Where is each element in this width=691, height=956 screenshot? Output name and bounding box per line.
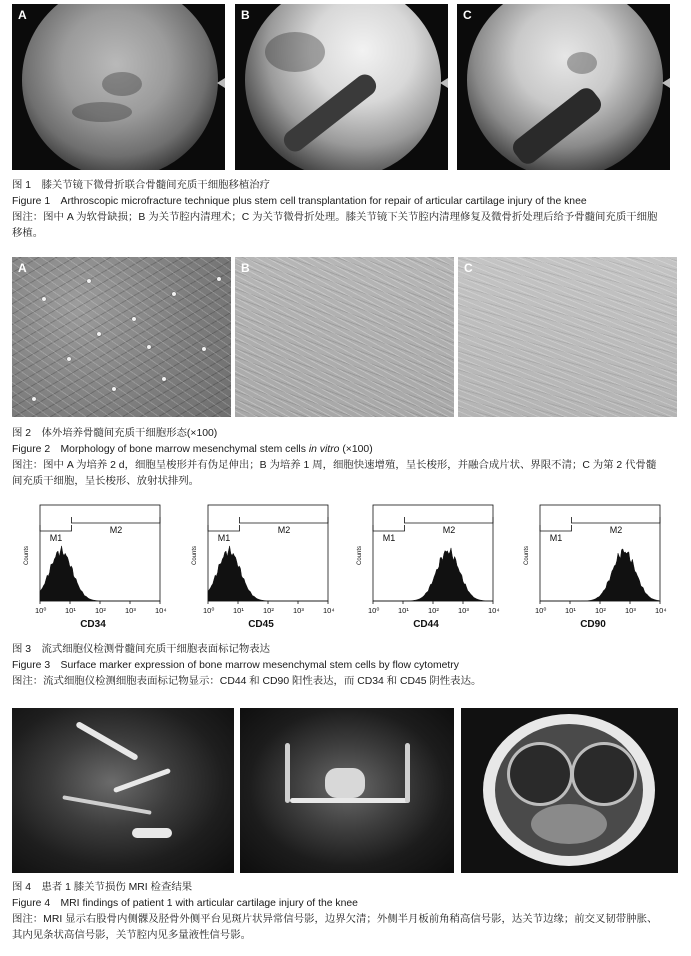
figure2-panel-c-cell-image — [458, 257, 677, 417]
figure2-title-cn: 图 2 体外培养骨髓间充质干细胞形态(×100) — [12, 428, 218, 439]
x-tick-label: 10⁴ — [655, 606, 667, 615]
gate-m2-marker — [572, 517, 661, 523]
x-tick-label: 10⁰ — [535, 606, 547, 615]
histogram-distribution — [208, 546, 328, 601]
figure1-title-en: Figure 1 Arthroscopic microfracture technique plus stem cell transplantation for repair of articular cartilage injury of the knee — [12, 196, 587, 207]
figure2-panel-a-cell-image — [12, 257, 231, 417]
arthroscopic-view — [467, 4, 663, 170]
gate-m2-label: M2 — [277, 525, 291, 535]
gate-m1-marker — [540, 525, 572, 531]
histogram-plot — [186, 497, 336, 619]
figure4-note-line1: 图注：MRI 显示右股骨内侧髁及胫骨外侧平台见斑片状异常信号影，边界欠清；外侧半月板前角稍高信号影，达关节边缘；前交叉韧带肿胀、 — [12, 914, 658, 925]
gate-m1-label: M1 — [217, 533, 231, 543]
figure1-caption — [12, 178, 680, 242]
figure3-title-cn: 图 3 流式细胞仪检测骨髓间充质干细胞表面标记物表达 — [12, 644, 271, 655]
x-tick-label: 10⁰ — [203, 606, 215, 615]
flow-histogram-cd34 — [18, 497, 168, 637]
x-tick-label: 10¹ — [233, 606, 244, 615]
x-tick-label: 10³ — [625, 606, 636, 615]
y-axis-label: Counts — [24, 545, 30, 565]
histogram-marker-label: CD34 — [80, 619, 106, 630]
x-tick-label: 10¹ — [565, 606, 576, 615]
histogram-distribution — [540, 549, 660, 601]
histogram-marker-label: CD45 — [248, 619, 274, 630]
figure4-title-cn: 图 4 患者 1 膝关节损伤 MRI 检查结果 — [12, 882, 193, 893]
figure2-note-line1: 图注：图中 A 为培养 2 d，细胞呈梭形并有伪足伸出；B 为培养 1 周，细胞快速增殖，呈长梭形，并融合成片状、界限不清；C 为第 2 代骨髓 — [12, 460, 657, 471]
y-axis-label: Counts — [524, 545, 530, 565]
x-tick-label: 10⁴ — [323, 606, 335, 615]
panel-label: B — [241, 261, 250, 275]
panel-label: A — [18, 261, 27, 275]
histogram-distribution — [373, 548, 493, 601]
x-tick-label: 10² — [428, 606, 439, 615]
panel-label: C — [464, 261, 473, 275]
figure4-mri-sagittal-image — [12, 708, 234, 873]
flow-histogram-cd90 — [518, 497, 668, 637]
figure1-note-line1: 图注：图中 A 为软骨缺损；B 为关节腔内清理术；C 为关节微骨折处理。膝关节镜下关节腔内清理修复及微骨折处理后给予骨髓间充质干细胞 — [12, 212, 658, 223]
x-tick-label: 10² — [595, 606, 606, 615]
figure4-caption — [12, 880, 680, 944]
panel-label: A — [18, 8, 27, 22]
histogram-marker-label: CD90 — [580, 619, 606, 630]
gate-m2-label: M2 — [109, 525, 123, 535]
gate-m1-marker — [40, 525, 72, 531]
histogram-plot — [18, 497, 168, 619]
figure3-title-en: Figure 3 Surface marker expression of bone marrow mesenchymal stem cells by flow cytometry — [12, 660, 459, 671]
x-tick-label: 10² — [263, 606, 274, 615]
flow-histogram-cd44 — [351, 497, 501, 637]
gate-m2-marker — [240, 517, 329, 523]
histogram-marker-label: CD44 — [413, 619, 439, 630]
x-tick-label: 10¹ — [65, 606, 76, 615]
gate-m1-label: M1 — [49, 533, 63, 543]
figure1-title-cn: 图 1 膝关节镜下微骨折联合骨髓间充质干细胞移植治疗 — [12, 180, 271, 191]
figure2-caption — [12, 426, 680, 490]
x-tick-label: 10⁰ — [35, 606, 47, 615]
gate-m2-marker — [405, 517, 494, 523]
x-tick-label: 10³ — [125, 606, 136, 615]
arthroscopic-view — [245, 4, 441, 170]
x-tick-label: 10⁴ — [155, 606, 167, 615]
gate-m1-marker — [208, 525, 240, 531]
histogram-plot — [518, 497, 668, 619]
gate-m2-label: M2 — [609, 525, 623, 535]
panel-label: B — [241, 8, 250, 22]
gate-m1-marker — [373, 525, 405, 531]
gate-m1-label: M1 — [549, 533, 563, 543]
figure1-panel-a-arthroscopy-image — [12, 4, 225, 170]
figure1-panel-c-arthroscopy-image — [457, 4, 670, 170]
x-tick-label: 10⁰ — [368, 606, 380, 615]
x-tick-label: 10³ — [458, 606, 469, 615]
histogram-plot — [351, 497, 501, 619]
x-tick-label: 10⁴ — [488, 606, 500, 615]
figure2-title-en: Figure 2 Morphology of bone marrow mesenchymal stem cells in vitro (×100) — [12, 444, 373, 455]
figure1-note-line2: 移植。 — [12, 228, 44, 239]
x-tick-label: 10³ — [293, 606, 304, 615]
histogram-distribution — [40, 546, 160, 601]
figure4-title-en: Figure 4 MRI findings of patient 1 with articular cartilage injury of the knee — [12, 898, 358, 909]
figure2-note-line2: 间充质干细胞，呈长梭形、放射状排列。 — [12, 476, 200, 487]
figure4-mri-axial-image — [461, 708, 678, 873]
figure3-note: 图注：流式细胞仪检测细胞表面标记物显示：CD44 和 CD90 阳性表达，而 CD34 和 CD45 阴性表达。 — [12, 676, 482, 687]
panel-label: C — [463, 8, 472, 22]
figure4-mri-coronal-image — [240, 708, 454, 873]
y-axis-label: Counts — [357, 545, 363, 565]
gate-m2-label: M2 — [442, 525, 456, 535]
figure2-panel-b-cell-image — [235, 257, 454, 417]
figure1-panel-b-arthroscopy-image — [235, 4, 448, 170]
gate-m1-label: M1 — [382, 533, 396, 543]
y-axis-label: Counts — [192, 545, 198, 565]
x-tick-label: 10¹ — [398, 606, 409, 615]
gate-m2-marker — [72, 517, 161, 523]
figure3-caption — [12, 642, 680, 690]
figure4-note-line2: 其内见条状高信号影，关节腔内见多量液性信号影。 — [12, 930, 251, 941]
arthroscopic-view — [22, 4, 218, 170]
flow-histogram-cd45 — [186, 497, 336, 637]
x-tick-label: 10² — [95, 606, 106, 615]
